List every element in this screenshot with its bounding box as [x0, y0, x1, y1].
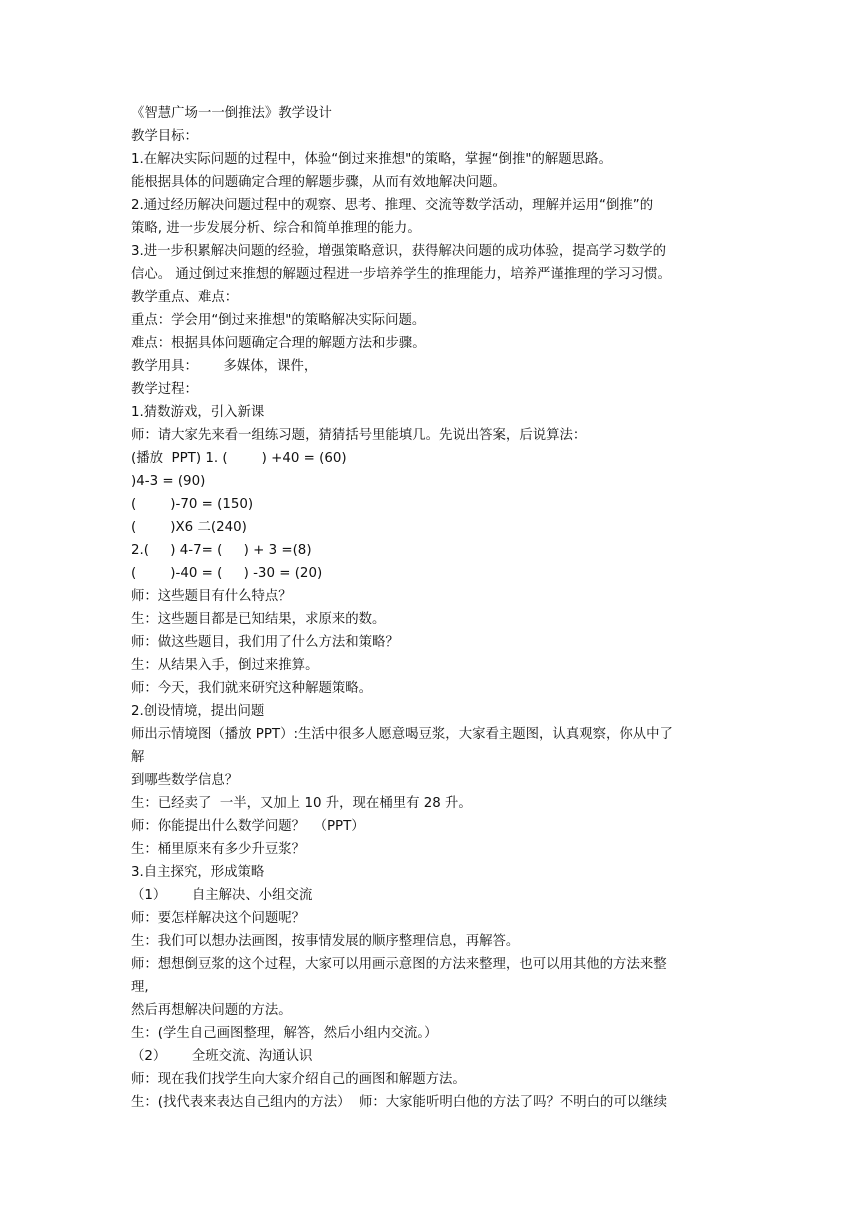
text-line: 《智慧广场一一倒推法》教学设计: [131, 106, 332, 121]
text-line: 生：从结果入手，倒过来推算。: [131, 658, 319, 673]
text-line: ( )-70 = (150): [131, 497, 254, 512]
text-line: 生：(学生自己画图整理，解答，然后小组内交流。）: [131, 1026, 438, 1041]
text-line: 3.进一步积累解决问题的经验，增强策略意识，获得解决问题的成功体验，提高学习数学的: [131, 244, 667, 259]
text-line: 1.猜数游戏，引入新课: [131, 405, 265, 420]
text-line: 3.自主探究，形成策略: [131, 865, 265, 880]
text-line: 策略, 进一步发展分析、综合和简单推理的能力。: [131, 221, 421, 236]
text-line: 重点：学会用“倒过来推想"的策略解决实际问题。: [131, 313, 426, 328]
text-line: 然后再想解决问题的方法。: [131, 1003, 292, 1018]
text-line: )4-3 = (90): [131, 474, 206, 489]
text-line: 教学目标：: [131, 129, 198, 144]
text-line: （2） 全班交流、沟通认识: [131, 1049, 313, 1064]
text-line: （1） 自主解决、小组交流: [131, 888, 313, 903]
text-line: 生：(找代表来表达自己组内的方法） 师：大家能听明白他的方法了吗？不明白的可以继续: [131, 1095, 667, 1110]
text-line: 师：你能提出什么数学问题？ （PPT）: [131, 819, 365, 834]
text-line: 教学重点、难点：: [131, 290, 239, 305]
text-line: 师：今天，我们就来研究这种解题策略。: [131, 681, 373, 696]
text-line: 2.通过经历解决问题过程中的观察、思考、推理、交流等数学活动，理解并运用“倒推”的: [131, 198, 654, 213]
text-line: 到哪些数学信息？: [131, 773, 239, 788]
text-line: 生：我们可以想办法画图，按事情发展的顺序整理信息，再解答。: [131, 934, 520, 949]
text-line: 生：已经卖了 一半，又加上 10 升，现在桶里有 28 升。: [131, 796, 472, 811]
text-line: 解: [131, 750, 145, 765]
text-line: 2.创设情境，提出问题: [131, 704, 265, 719]
text-line: 教学用具： 多媒体，课件，: [131, 359, 318, 374]
text-line: 师：要怎样解决这个问题呢？: [131, 911, 306, 926]
document-body: [131, 102, 731, 1114]
text-line: 生：这些题目都是已知结果，求原来的数。: [131, 612, 386, 627]
text-line: 信心。 通过倒过来推想的解题过程进一步培养学生的推理能力，培养严谨推理的学习习惯。: [131, 267, 671, 282]
text-line: 2.( ) 4-7= ( ) + 3 =(8): [131, 543, 312, 558]
text-line: 教学过程：: [131, 382, 198, 397]
text-line: (播放 PPT) 1. ( ) +40 = (60): [131, 451, 347, 466]
text-line: 能根据具体的问题确定合理的解题步骤，从而有效地解决问题。: [131, 175, 506, 190]
text-line: 师：做这些题目，我们用了什么方法和策略？: [131, 635, 399, 650]
text-line: 1.在解决实际问题的过程中，体验“倒过来推想"的策略，掌握“倒推"的解题思路。: [131, 152, 612, 167]
text-line: 师：请大家先来看一组练习题，猜猜括号里能填几。先说出答案，后说算法：: [131, 428, 587, 443]
text-line: 师出示情境图（播放 PPT）:生活中很多人愿意喝豆浆，大家看主题图，认真观察，你从中了: [131, 727, 673, 742]
text-line: 师：想想倒豆浆的这个过程，大家可以用画示意图的方法来整理，也可以用其他的方法来整: [131, 957, 667, 972]
text-line: ( )X6 二(240): [131, 520, 247, 535]
text-line: ( )-40 = ( ) -30 = (20): [131, 566, 323, 581]
text-line: 生：桶里原来有多少升豆浆？: [131, 842, 306, 857]
text-line: 师：这些题目有什么特点？: [131, 589, 292, 604]
text-line: 理,: [131, 980, 149, 995]
text-line: 难点：根据具体问题确定合理的解题方法和步骤。: [131, 336, 426, 351]
text-line: 师：现在我们找学生向大家介绍自己的画图和解题方法。: [131, 1072, 466, 1087]
